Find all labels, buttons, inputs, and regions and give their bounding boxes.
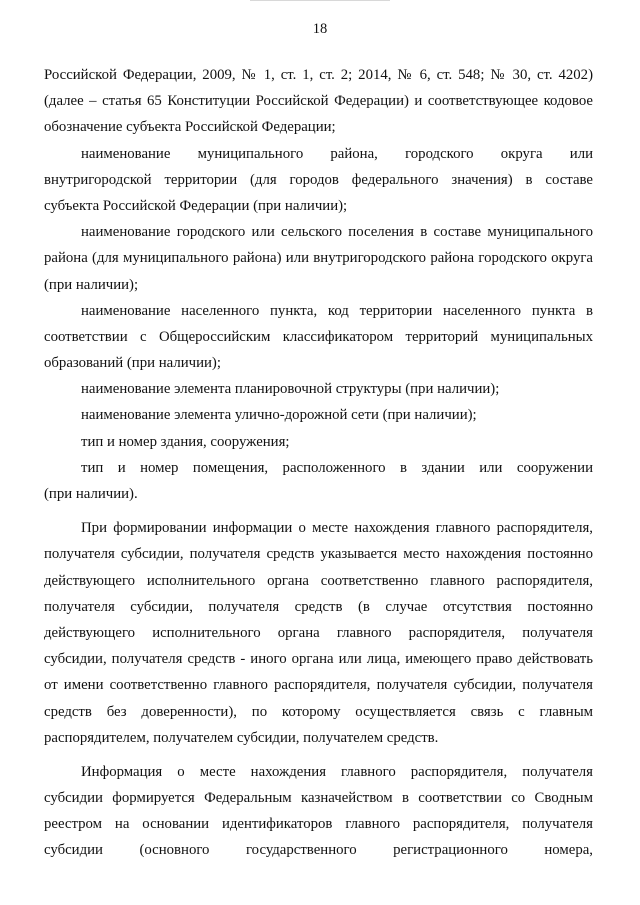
text-line: реестром на основании идентификаторов главного распорядителя, получателя [44,816,593,833]
text-line: (при наличии); [44,276,139,293]
text-line: (при наличии). [44,486,138,502]
text-line: от имени соответственно главного распорядителя, получателя субсидии, получателя [44,677,593,694]
text-line: образований (при наличии); [44,355,221,372]
text-line: средств без доверенности), по которому осуществляется связь с главным [44,703,593,720]
text-line: Российской Федерации, 2009, № 1, ст. 1, ст. 2; 2014, № 6, ст. 548; № 30, ст. 4202) [44,67,593,83]
text-line: субсидии (основного государственного регистрационного номера, [44,842,593,859]
paragraph-gap [44,751,593,759]
text-line: наименование элемента улично-дорожной сети (при наличии); [81,407,477,424]
text-line: распорядителем, получателем субсидии, получателем средств. [44,729,439,746]
text-line: наименование населенного пункта, код территории населенного пункта в [81,302,593,319]
text-line: обозначение субъекта Российской Федерации; [44,119,336,136]
text-line: района (для муниципального района) или внутригородского района городского округа [44,250,593,267]
page-number: 18 [312,21,328,37]
text-line: действующего исполнительного органа соответственно главного распорядителя, [44,572,593,589]
text-line: Информация о месте нахождения главного распорядителя, получателя [81,763,593,780]
text-line: (далее – статья 65 Конституции Российской Федерации) и соответствующее кодовое [44,93,593,110]
scan-edge-mark [250,0,390,1]
text-line: субсидии, получателя средств - иного органа или лица, имеющего право действовать [44,651,593,668]
text-line: При формировании информации о месте нахождения главного распорядителя, [81,520,593,537]
text-line: соответствии с Общероссийским классификатором территорий муниципальных [44,328,593,345]
text-line: наименование элемента планировочной структуры (при наличии); [81,381,500,398]
text-line: получателя субсидии, получателя средств указывается место нахождения постоянно [44,546,593,563]
text-line: субсидии формируется Федеральным казначейством в соответствии со Сводным [44,790,593,807]
text-line: тип и номер здания, сооружения; [81,433,290,450]
document-body-text [44,62,593,864]
text-line: наименование муниципального района, городского округа или [81,145,593,162]
text-line: тип и номер помещения, расположенного в здании или сооружении [81,459,593,476]
text-line: субъекта Российской Федерации (при наличии); [44,197,348,214]
text-line: наименование городского или сельского поселения в составе муниципального [81,224,593,241]
text-line: получателя субсидии, получателя средств (в случае отсутствия постоянно [44,598,593,615]
text-line: действующего исполнительного органа главного распорядителя, получателя [44,624,593,641]
text-line: внутригородской территории (для городов федерального значения) в составе [44,171,593,188]
paragraph-gap [44,507,593,515]
